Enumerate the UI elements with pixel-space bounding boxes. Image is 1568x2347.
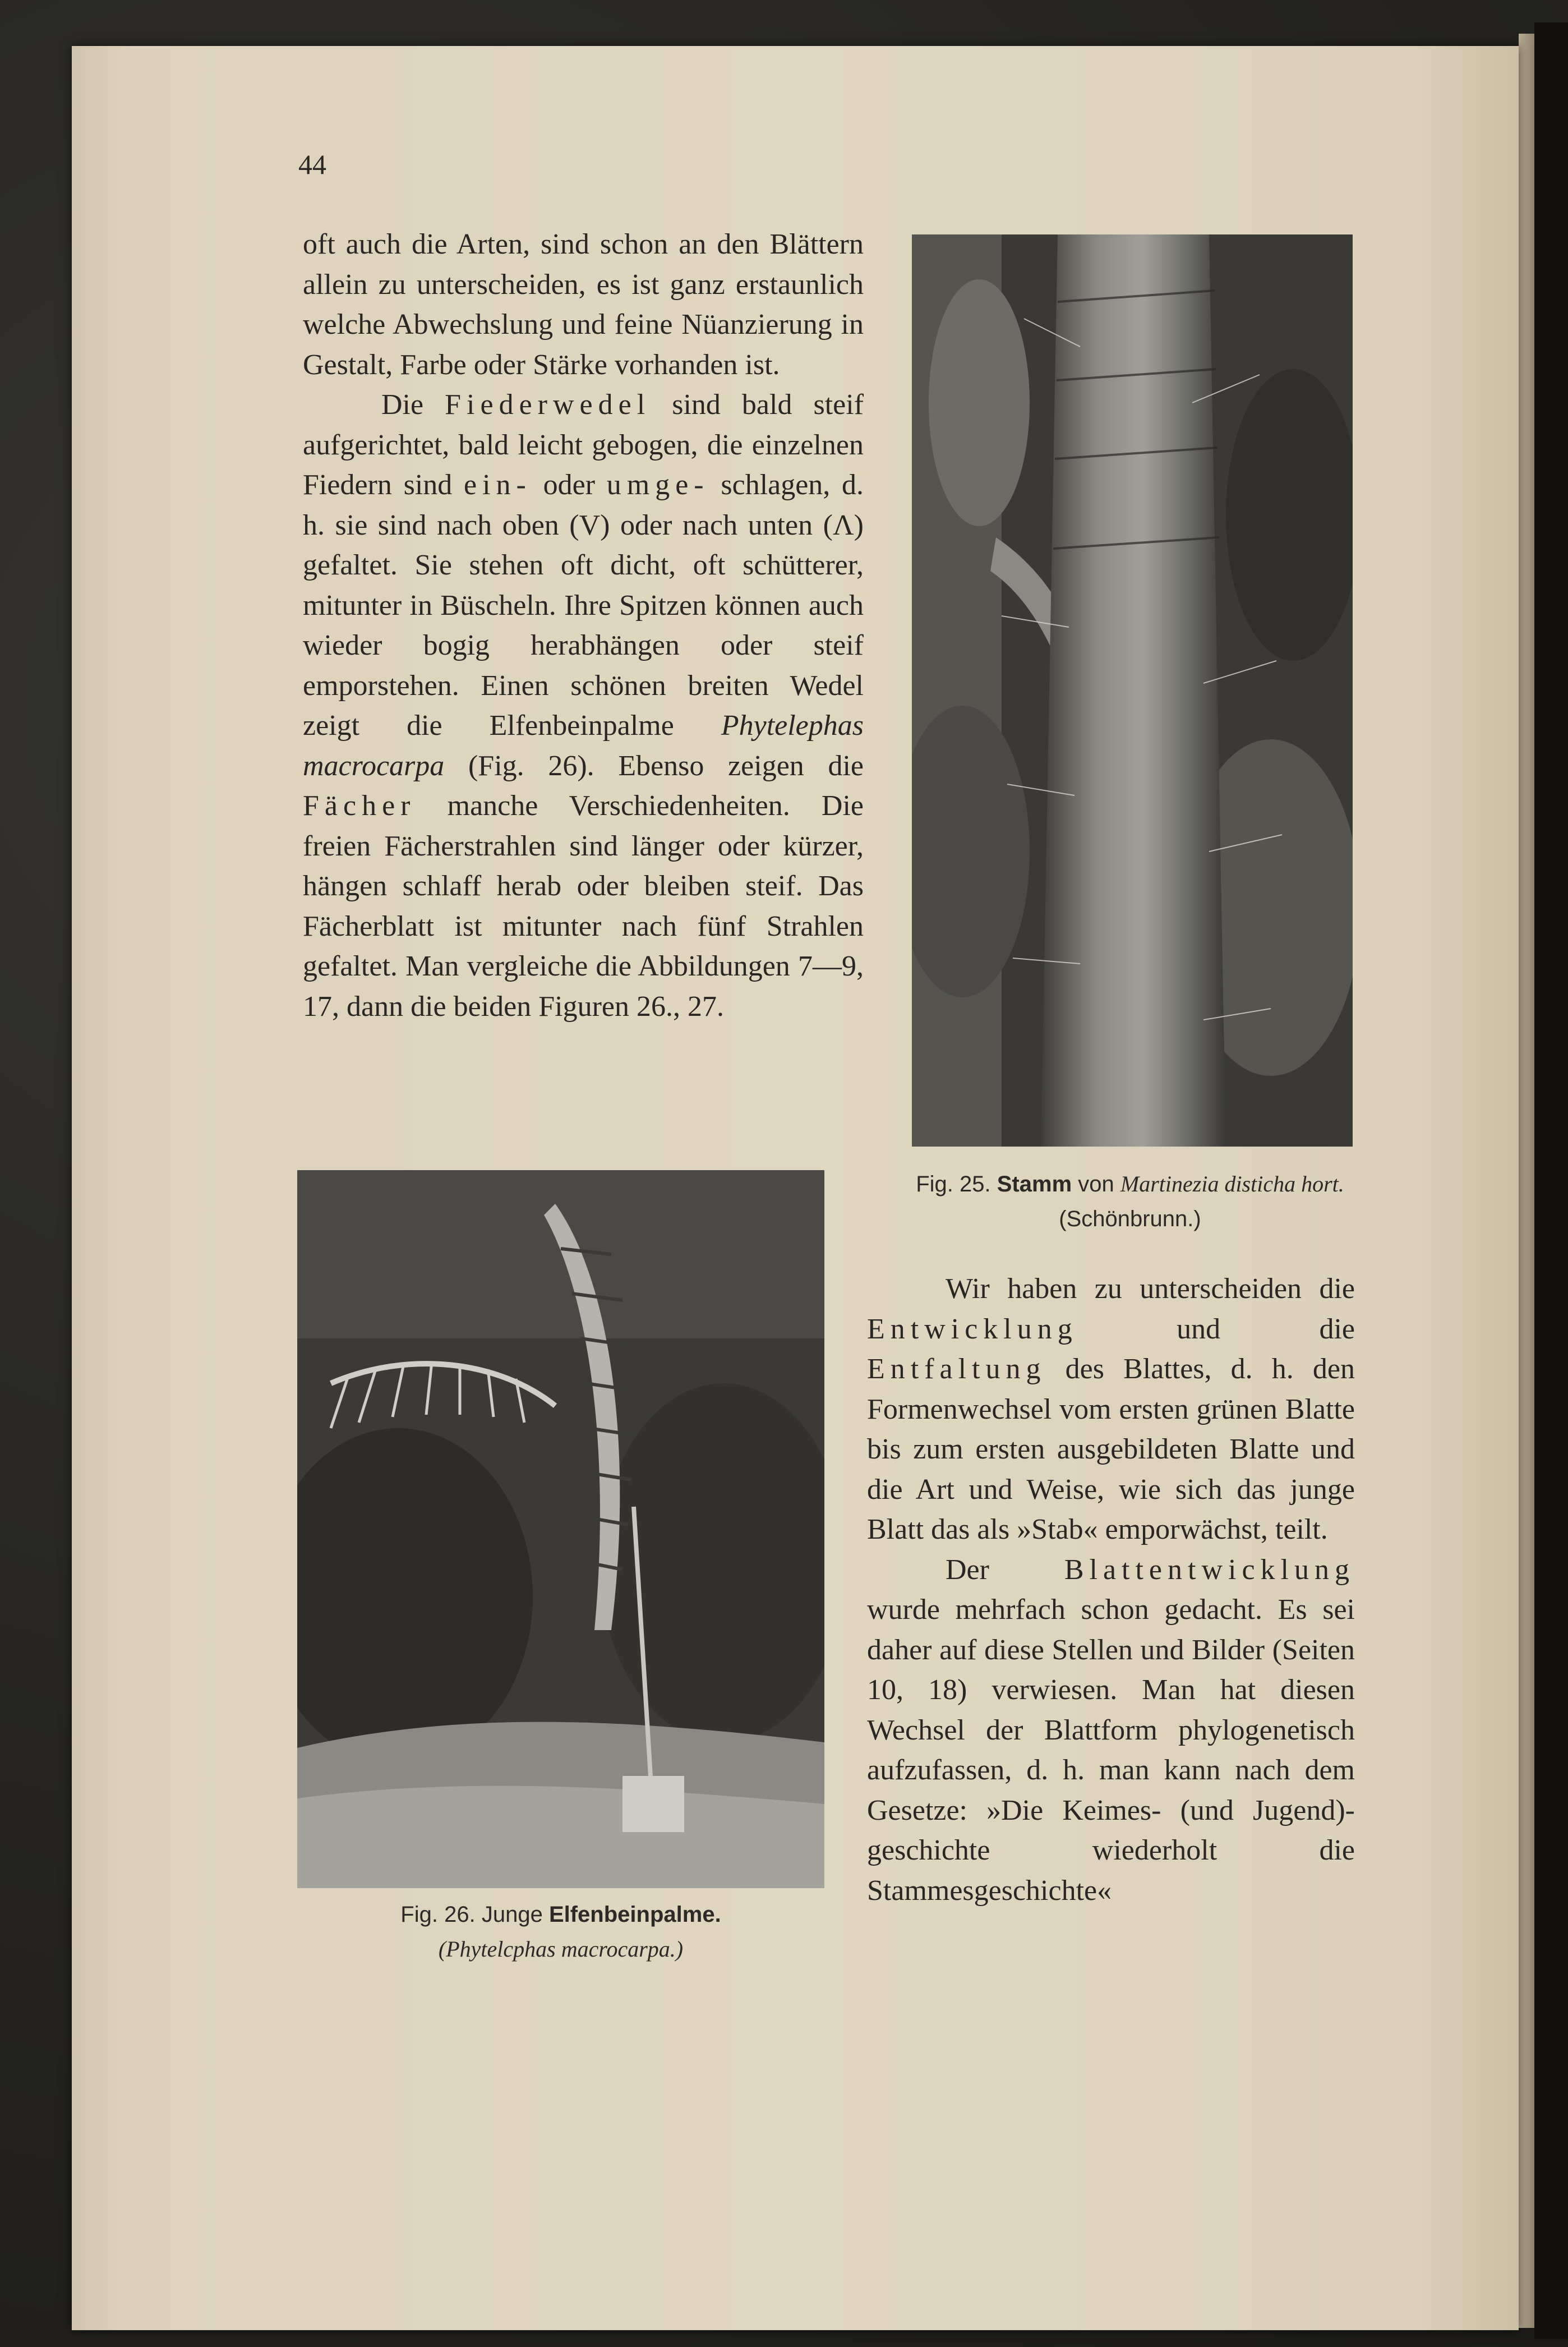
left-paragraph-1: oft auch die Arten, sind schon an den Blättern allein zu unterscheiden, es ist ganz erstaunlich welche Abwechslung und feine Nüanzierung in Gestalt, Farbe oder Stärke vorhanden ist. <box>303 228 864 381</box>
palm-photo-illustration <box>297 1170 824 1888</box>
figure-26-junge: Junge <box>481 1902 543 1927</box>
spaced-term-entfaltung: Entfaltung <box>867 1353 1046 1385</box>
figure-25-von: von <box>1078 1172 1114 1196</box>
right-text-column <box>867 1269 1355 1911</box>
text-run: Wir haben zu unterscheiden die <box>946 1273 1355 1305</box>
spaced-term-entwicklung: Entwicklung <box>867 1313 1078 1345</box>
right-paragraph-1 <box>867 1269 1355 1550</box>
figure-25-caption <box>897 1167 1363 1236</box>
species-name: Phytelephas macrocarpa <box>303 710 864 782</box>
right-paragraph-2 <box>867 1550 1355 1911</box>
text-run: oder <box>543 469 596 501</box>
page-edge <box>1519 34 1534 2328</box>
text-run: Die <box>381 389 424 421</box>
figure-25-label: Fig. 25. <box>916 1172 991 1196</box>
figure-26-caption-line-1 <box>314 1897 808 1932</box>
figure-25-title: Stamm <box>997 1172 1072 1196</box>
figure-26-title: Elfenbeinpalme. <box>548 1902 721 1927</box>
figure-26-label: Fig. 26. <box>400 1902 476 1927</box>
text-run: sind bald steif aufgerichtet, bald leicht gebogen, die einzelnen Fiedern sind <box>303 389 864 501</box>
left-paragraph-2 <box>303 385 864 1027</box>
figure-25-photo <box>912 234 1353 1147</box>
figure-26-species: (Phytelcphas macrocarpa.) <box>438 1936 684 1962</box>
text-run: Der <box>946 1553 989 1586</box>
text-run: wurde mehrfach schon gedacht. Es sei daher auf diese Stellen und Bilder (Seiten 10, 18) verwiesen. Man hat diesen Wechsel der Blattform phylogenetisch aufzufassen, d. h. man kann nach dem Gesetze: »Die Keimes- (und Jugend)-geschichte wiederholt die Stammesgeschichte« <box>867 1594 1355 1907</box>
spaced-term-ein: ein- <box>464 469 532 501</box>
spaced-term-um: umge- <box>606 469 709 501</box>
stem-photo-illustration <box>912 234 1353 1147</box>
spaced-term-faecher: Fächer <box>303 790 416 822</box>
text-run: schlagen, d. h. sie sind nach oben (V) oder nach unten (Λ) gefaltet. Sie stehen oft dicht, oft schütterer, mitunter in Büscheln. Ihre Spitzen können auch wieder bogig herabhängen oder steif emporstehen. Einen schönen breiten Wedel zeigt die Elfenbeinpalme <box>303 469 864 742</box>
figure-26-photo <box>297 1170 824 1888</box>
text-run: (Fig. 26). Ebenso zeigen die <box>468 749 864 782</box>
left-text-column <box>303 224 864 1027</box>
page-number: 44 <box>298 149 326 180</box>
spaced-term-blattentwicklung: Blattentwicklung <box>1064 1553 1355 1586</box>
figure-25-species: Martinezia disticha hort. <box>1120 1171 1344 1196</box>
figure-25-location: (Schönbrunn.) <box>1059 1207 1201 1231</box>
text-run: und die <box>1177 1313 1355 1345</box>
spaced-term-fiederwedel: Fiederwedel <box>445 389 651 421</box>
book-spine-shadow <box>1534 22 1568 2339</box>
figure-26-caption <box>314 1897 808 1967</box>
text-run: manche Verschiedenheiten. Die freien Fächerstrahlen sind länger oder kürzer, hängen schlaff herab oder bleiben steif. Das Fächerblatt ist mitunter nach fünf Strahlen gefaltet. Man vergleiche die Abbildungen 7—9, 17, dann die beiden Figuren 26., 27. <box>303 790 864 1023</box>
text-run: des Blattes, d. h. den Formenwechsel vom ersten grünen Blatte bis zum ersten ausgebildeten Blatte und die Art und Weise, wie sich das junge Blatt das als »Stab« emporwächst, teilt. <box>867 1353 1355 1545</box>
